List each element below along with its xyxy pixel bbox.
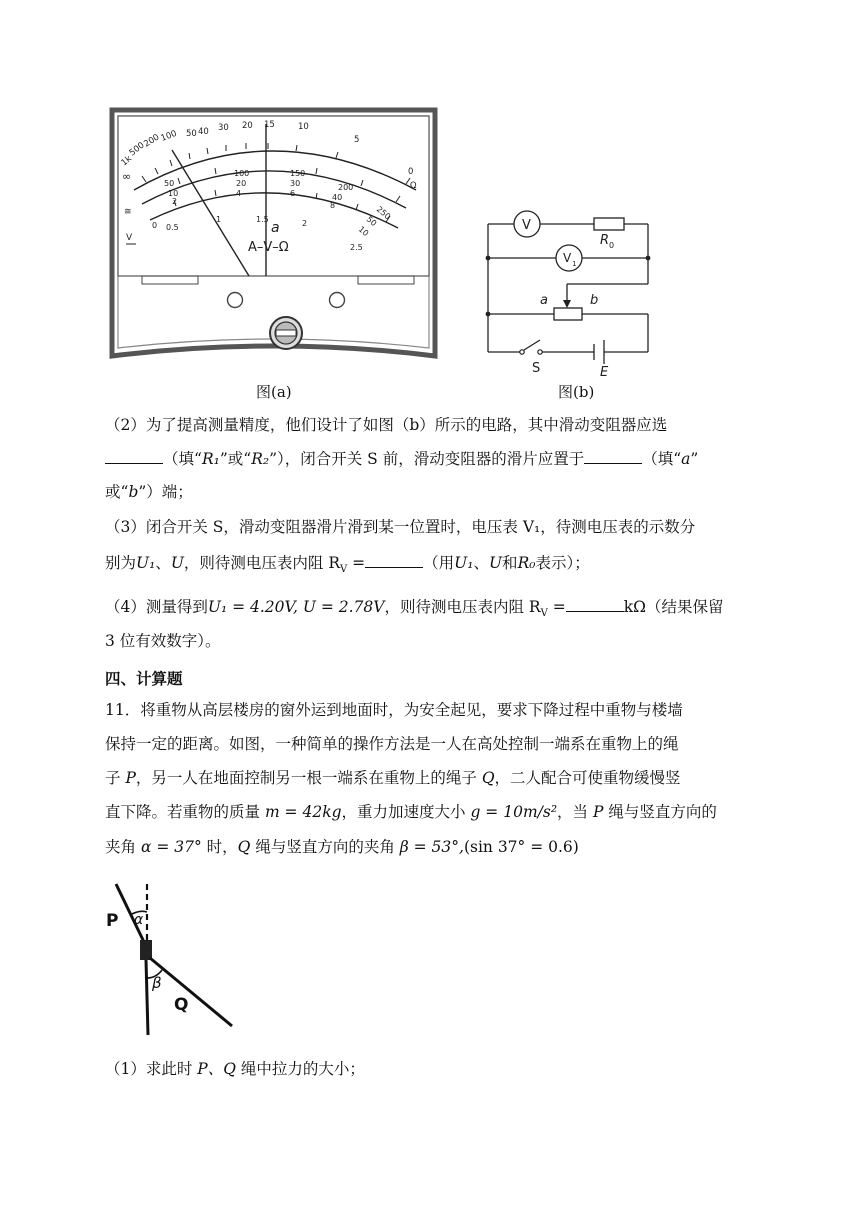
ohm-500: 500 <box>127 140 147 159</box>
q4-line1: （4）测量得到U₁ = 4.20V, U = 2.78V，则待测电压表内阻 $R_V = k\Omega$（结果保留 <box>105 598 724 620</box>
q2-line3: 或“b”）端； <box>105 483 193 501</box>
s6-10: 10 <box>356 224 371 239</box>
ohm-30: 30 <box>218 123 229 133</box>
ohm-40: 40 <box>198 127 209 137</box>
figure-b-circuit <box>482 200 662 378</box>
q4-line2: 3 位有效数字）。 <box>105 632 221 650</box>
figure-a-multimeter <box>106 104 441 374</box>
s150-100: 100 <box>234 169 250 178</box>
r0-sub: 0 <box>609 241 615 250</box>
sl-1: 1 <box>216 215 222 224</box>
ohm-15: 15 <box>264 120 275 130</box>
ohm-1k: 1k <box>119 153 134 169</box>
figure-p11-ropes <box>100 880 250 1040</box>
answer-blank-rheostat[interactable] <box>105 449 163 464</box>
p11-sub1: （1）求此时 P、Q 绳中拉力的大小； <box>105 1060 365 1078</box>
voltmeter-v1-sub: 1 <box>572 260 577 268</box>
s30-50: 50 <box>364 214 379 229</box>
rheostat-slider <box>563 300 571 308</box>
jack-right <box>330 293 345 308</box>
s6-8: 8 <box>330 201 336 210</box>
s6-4: 4 <box>236 189 242 198</box>
rope-q <box>150 958 232 1026</box>
rheostat-a-label: a <box>540 293 548 308</box>
p11-fig-p: P <box>106 911 119 931</box>
ohm-20: 20 <box>242 121 253 131</box>
p11-line5: 夹角 α = 37° 时，Q 绳与竖直方向的夹角 β = 53°,(sin 37° = 0.6) <box>105 838 579 856</box>
p11-line3: 子 P，另一人在地面控制另一根一端系在重物上的绳子 Q，二人配合可使重物缓慢竖 <box>105 769 681 787</box>
q2-line2: （填“R₁”或“R₂”），闭合开关 S 前，滑动变阻器的滑片应置于 （填“a” <box>105 448 698 470</box>
rheostat-b-label: b <box>590 293 599 308</box>
sl-05: 0.5 <box>166 223 179 232</box>
switch-label: S <box>532 361 541 376</box>
answer-blank-rv-value[interactable] <box>566 597 624 612</box>
s150-150: 150 <box>290 169 306 178</box>
s6-6: 6 <box>290 189 296 198</box>
ac-v-label: V <box>126 233 133 243</box>
ohm-infinity: ∞ <box>122 170 132 183</box>
figure-a-caption: 图(a) <box>256 383 292 401</box>
rheostat <box>554 308 582 320</box>
q3-line2: 别为U₁、U，则待测电压表内阻 $R_V$ = （用U₁、U和R₀表示）； <box>105 554 590 576</box>
s150-50: 50 <box>164 179 175 188</box>
s150-250: 250 <box>374 204 393 222</box>
sl-0: 0 <box>152 221 158 230</box>
answer-blank-slider[interactable] <box>584 449 642 464</box>
sl-2: 2 <box>302 219 308 228</box>
sl-25: 2.5 <box>350 243 363 252</box>
s30-20: 20 <box>236 179 247 188</box>
sl-15: 1.5 <box>256 215 269 224</box>
s30-40: 40 <box>332 193 343 202</box>
p11-fig-alpha: α <box>134 912 144 928</box>
svg-text:≅: ≅ <box>124 207 132 217</box>
ohm-0: 0 <box>408 167 414 177</box>
weight-block <box>140 940 152 960</box>
ohm-unit: Ω <box>410 181 417 191</box>
q2-line1: （2）为了提高测量精度，他们设计了如图（b）所示的电路，其中滑动变阻器应选 <box>105 416 668 434</box>
s30-10: 10 <box>168 189 179 198</box>
p11-fig-q: Q <box>174 995 189 1015</box>
jack-left <box>228 293 243 308</box>
voltmeter-v1-label: V <box>563 251 572 265</box>
ohm-50: 50 <box>186 129 197 139</box>
p11-line4: 直下降。若重物的质量 m = 42kg，重力加速度大小 g = 10m/s²，当 P 绳与竖直方向的 <box>105 803 717 821</box>
p11-line1: 11．将重物从高层楼房的窗外运到地面时，为安全起见，要求下降过程中重物与楼墙 <box>105 701 683 719</box>
q3-line1: （3）闭合开关 S，滑动变阻器滑片滑到某一位置时，电压表 V₁，待测电压表的示数分 <box>105 518 696 536</box>
p11-fig-beta: β <box>152 974 162 992</box>
ohm-10: 10 <box>298 122 309 132</box>
meter-label-model: A–V–Ω <box>248 240 289 255</box>
voltmeter-v-label: V <box>522 218 531 233</box>
battery-label: E <box>600 365 609 378</box>
s6-2: 2 <box>172 197 178 206</box>
ohm-200: 200 <box>142 132 162 150</box>
section-heading: 四、计算题 <box>105 670 183 688</box>
resistor-r0 <box>594 218 624 230</box>
r0-label: R <box>600 233 610 248</box>
s150-200: 200 <box>338 183 354 192</box>
meter-label-a: a <box>271 220 280 236</box>
answer-blank-rv-expr[interactable] <box>365 553 423 568</box>
s30-30: 30 <box>290 179 301 188</box>
ohm-100: 100 <box>159 128 179 144</box>
ohm-5: 5 <box>354 135 360 145</box>
figure-b-caption: 图(b) <box>558 383 595 401</box>
p11-line2: 保持一定的距离。如图，一种简单的操作方法是一人在高处控制一端系在重物上的绳 <box>105 735 679 753</box>
